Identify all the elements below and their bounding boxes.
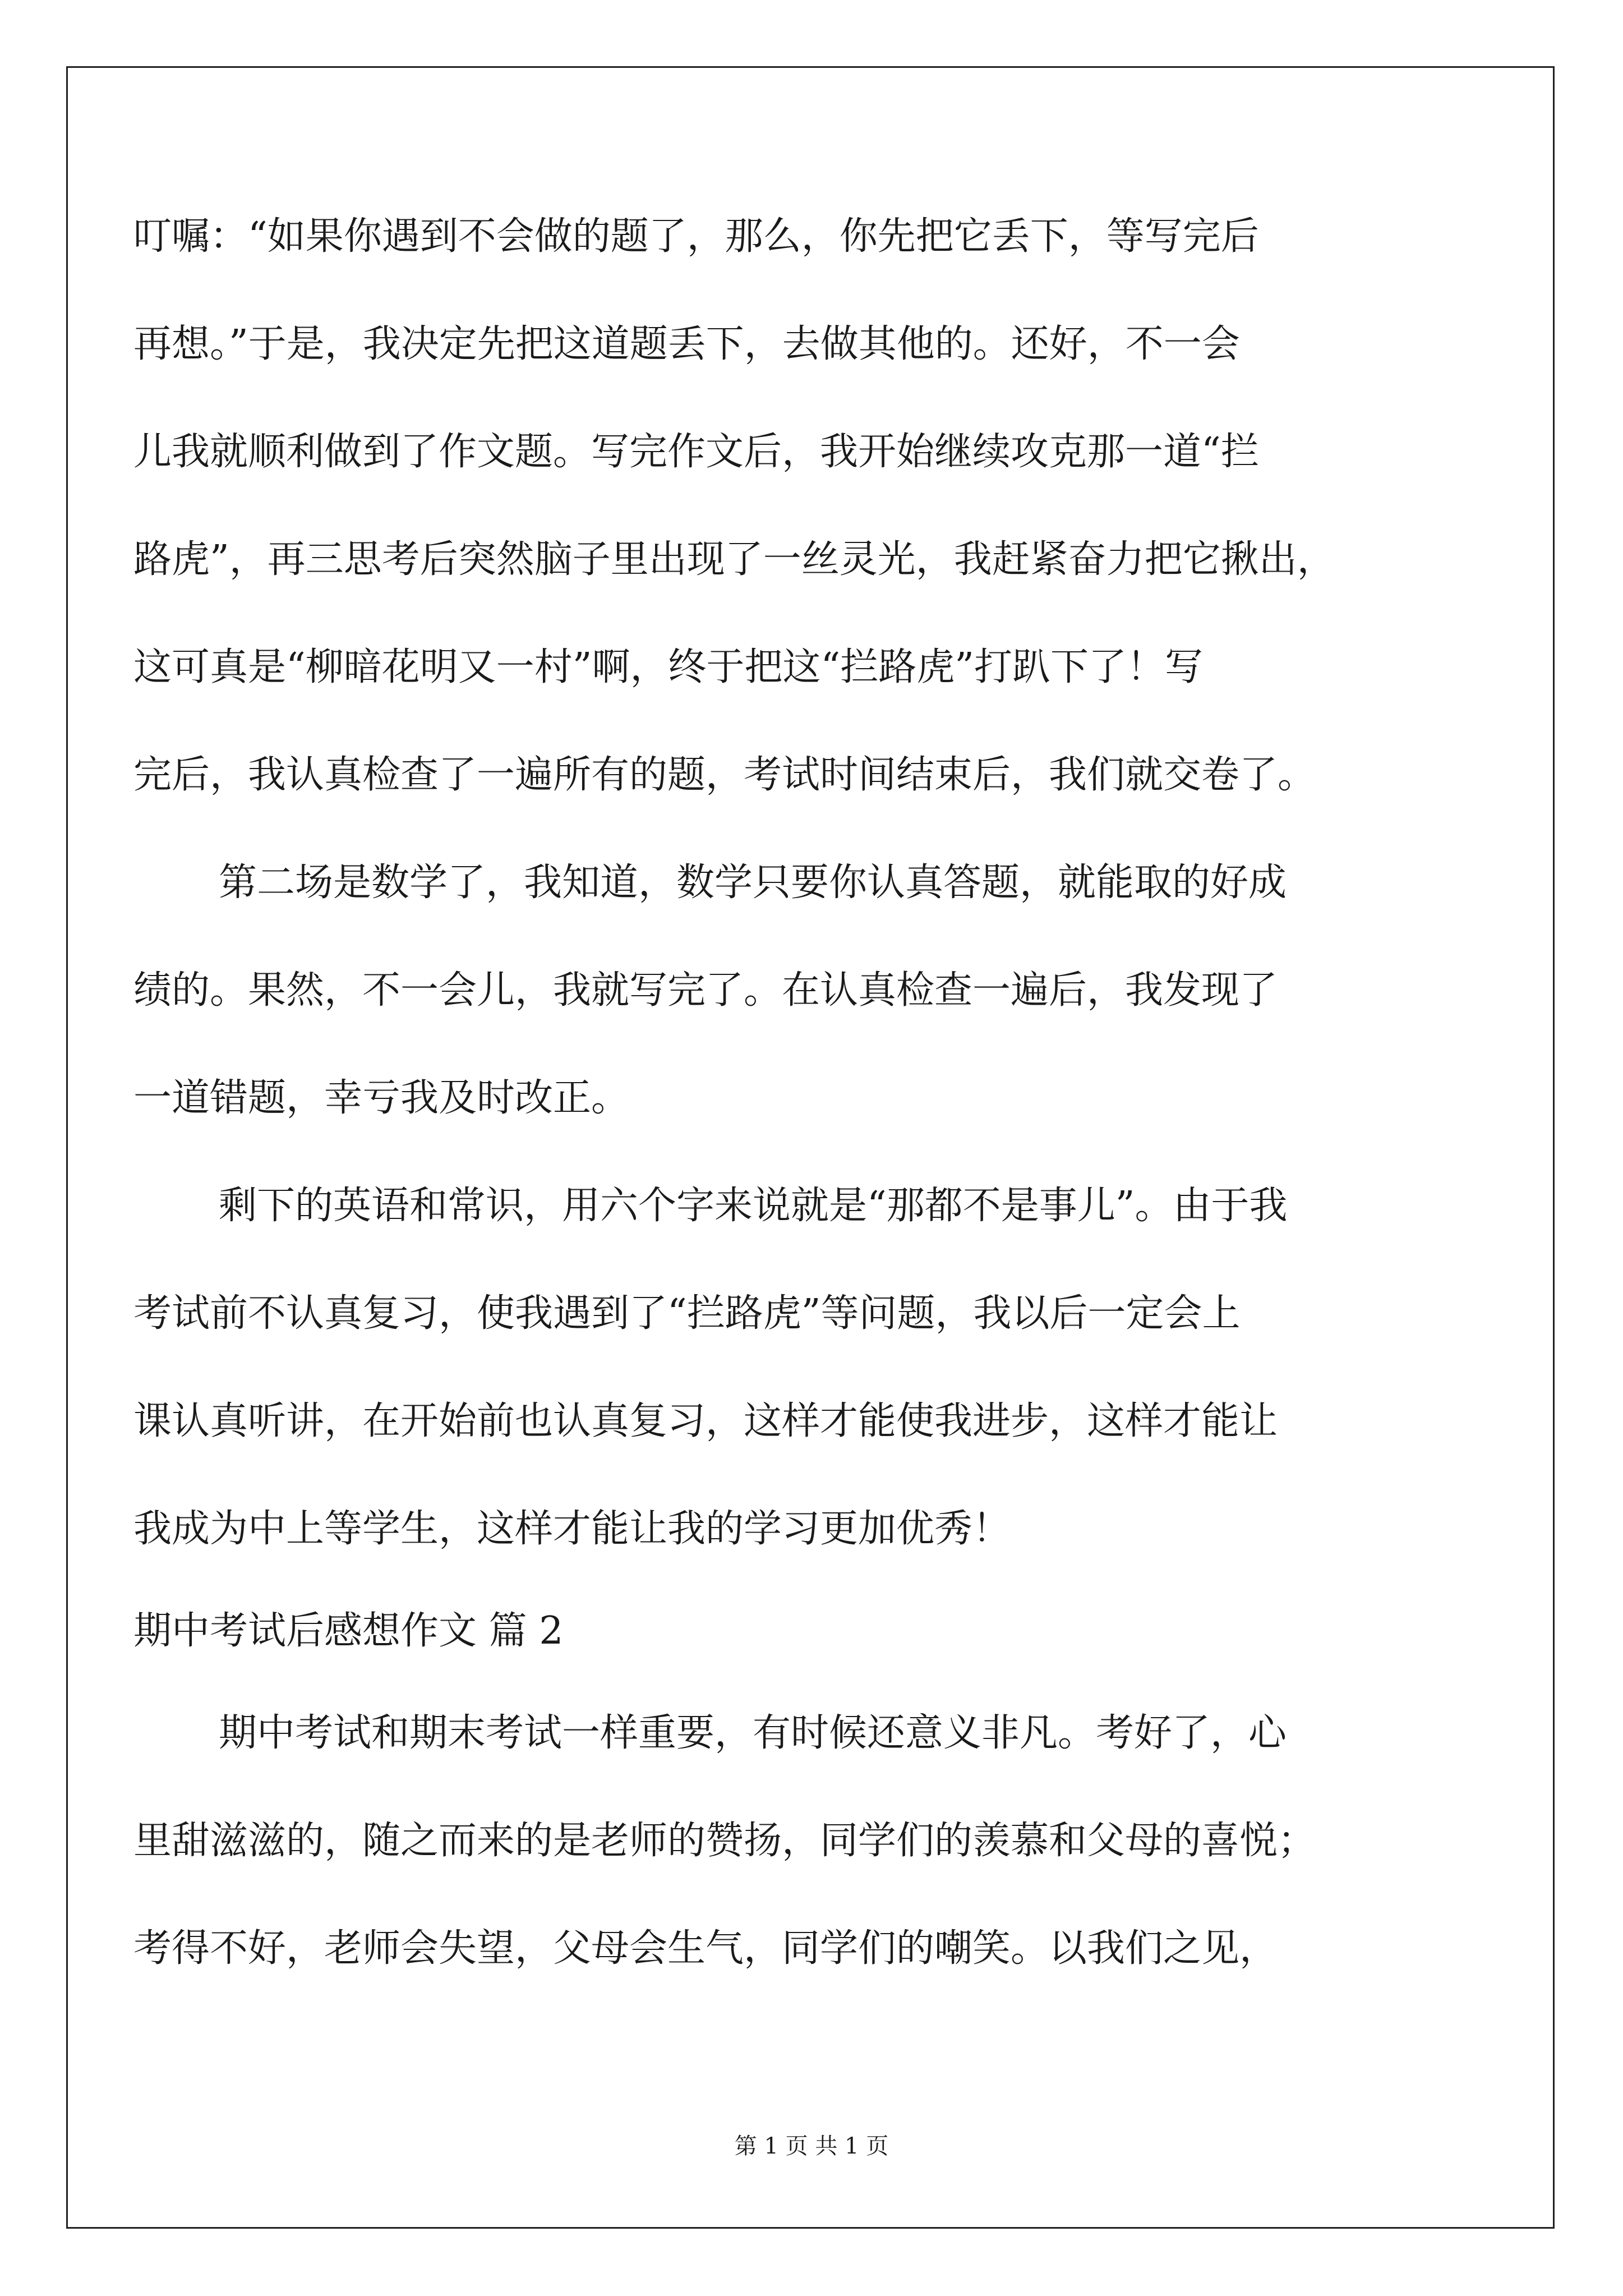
body-line: 儿我就顺利做到了作文题。写完作文后，我开始继续攻克那一道“拦 [133, 430, 1259, 474]
body-line: 叮嘱：“如果你遇到不会做的题了，那么，你先把它丢下，等写完后 [133, 214, 1259, 259]
body-line: 考试前不认真复习，使我遇到了“拦路虎”等问题，我以后一定会上 [133, 1291, 1241, 1336]
paragraph-start-line: 第二场是数学了，我知道，数学只要你认真答题，就能取的好成 [219, 861, 1287, 905]
body-line: 绩的。果然，不一会儿，我就写完了。在认真检查一遍后，我发现了 [133, 968, 1278, 1013]
paragraph-start-line: 期中考试和期末考试一样重要，有时候还意义非凡。考好了，心 [219, 1711, 1287, 1755]
body-line: 路虎”，再三思考后突然脑子里出现了一丝灵光，我赶紧奋力把它揪出， [133, 537, 1335, 582]
body-line: 完后，我认真检查了一遍所有的题，考试时间结束后，我们就交卷了。 [133, 753, 1316, 797]
body-line: 课认真听讲，在开始前也认真复习，这样才能使我进步，这样才能让 [133, 1399, 1278, 1443]
paragraph-start-line: 剩下的英语和常识，用六个字来说就是“那都不是事儿”。由于我 [219, 1184, 1288, 1228]
page-footer: 第 1 页 共 1 页 [734, 2133, 889, 2159]
section-heading: 期中考试后感想作文 篇 2 [133, 1609, 564, 1653]
body-line: 再想。”于是，我决定先把这道题丢下，去做其他的。还好，不一会 [133, 322, 1240, 366]
body-line: 一道错题，幸亏我及时改正。 [133, 1076, 630, 1120]
page-border [66, 66, 1555, 2229]
body-line: 我成为中上等学生，这样才能让我的学习更加优秀！ [133, 1507, 1011, 1551]
body-line: 考得不好，老师会失望，父母会生气，同学们的嘲笑。以我们之见， [133, 1926, 1278, 1971]
body-line: 里甜滋滋的，随之而来的是老师的赞扬，同学们的羡慕和父母的喜悦； [133, 1819, 1316, 1863]
body-line: 这可真是“柳暗花明又一村”啊，终于把这“拦路虎”打趴下了！写 [133, 645, 1204, 689]
